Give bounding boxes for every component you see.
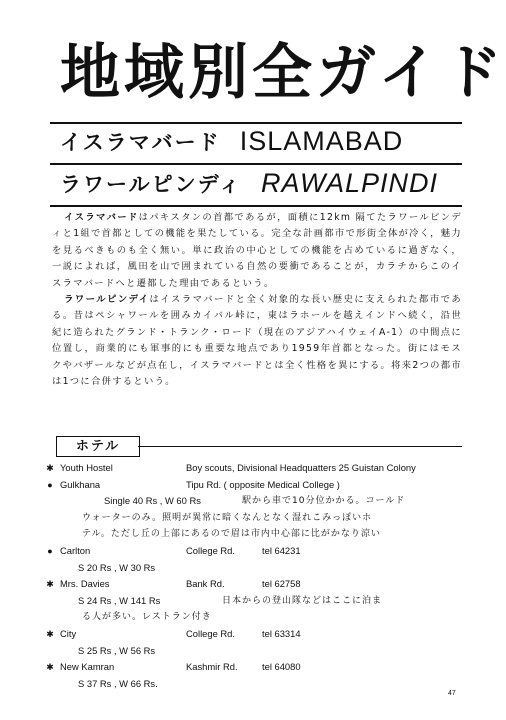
hotel-price-row [46,560,470,577]
hotel-row-carlton [46,543,470,560]
city-name-jp: ラワールピンディ [60,172,242,197]
bullet-icon: ● [47,479,53,490]
city-heading-rawalpindi [60,168,460,204]
hotel-note-row [46,510,470,527]
hotel-note-row [46,609,470,626]
bullet-icon: ✱ [46,579,54,590]
hotel-name: Carlton [60,544,91,556]
bullet-icon: ✱ [46,662,54,673]
hotel-row-mrs-davies [46,576,470,593]
page-title: 地域別全ガイド [60,38,506,108]
page-number: 47 [448,690,456,697]
bullet-icon: ✱ [46,463,54,473]
hotel-address: Tipu Rd. ( opposite Medical College ) [186,478,340,490]
hotel-row-gulkhana [46,477,470,494]
city-heading-islamabad [60,126,460,162]
intro-paragraph-islamabad [52,210,462,292]
hotel-price-row [46,493,470,510]
hotel-name: Mrs. Davies [60,578,110,590]
hotel-note: ウォーターのみ。照明が異常に暗くなんとなく湿れこみっぽいホ [82,512,373,523]
bullet-icon: ✱ [46,628,54,639]
bullet-icon: ● [47,545,53,556]
hotel-row-new-kamran [46,659,470,676]
intro-sentence: はイスラマバードと全く対象的な長い歴史に支えられた都市である。昔はペシャワールを囲みカイバル峠に，東はラホールを越えインドへ続く，沿世紀に造られたグランド・トランク・ロード（現在のアジアハイウェイA-1）の中間点に位置し，商業的にも軍事的にも重要な地点であり1959年首都となった。街にはモスクやバザールなどが点在し，イスラマバードとは全く性格を異にする。将来2つの都市は1つに合併するという。 [52,294,462,388]
hotel-address: College Rd. [186,627,235,639]
hotel-price: Single 40 Rs , W 60 Rs [104,495,201,507]
hotel-tel: tel 64231 [262,544,301,556]
hotel-tel: tel 64080 [262,661,301,673]
title-rule-middle [50,163,462,165]
hotel-note: 駅から車で10分位かかる。コールド [242,496,406,507]
city-name-en: ISLAMABAD [239,126,404,156]
title-rule-bottom [50,205,462,207]
intro-term: イスラマバード [64,212,139,223]
intro-paragraph-rawalpindi [52,292,462,390]
hotel-address: College Rd. [186,544,235,556]
hotel-price: S 37 Rs , W 66 Rs. [78,677,158,689]
hotel-row-city [46,626,470,643]
hotel-row-youth-hostel [46,460,470,477]
hotel-name: Youth Hostel [60,462,113,473]
hotel-tel: tel 62758 [262,578,301,590]
hotel-note-row [46,526,470,543]
hotel-list [46,460,470,692]
hotel-name: City [60,627,77,639]
hotel-note: る人が多い。レストラン付き [82,612,212,623]
intro-term: ラワールピンデイ [64,294,150,306]
hotel-address: Bank Rd. [186,578,225,590]
city-name-en: RAWALPINDI [261,168,439,198]
hotel-price-row [46,593,470,610]
hotel-address: Kashmir Rd. [186,661,238,673]
hotel-price-row [46,676,470,693]
hotel-note: 日本からの登山隊などはここに泊ま [222,595,383,606]
hotel-price: S 20 Rs , W 30 Rs [78,561,156,573]
intro-sentence: はパキスタンの首都であるが，面積に12km 隔てたラワールピンディと1組で首都としての機能を果たしている。完全な計画都市で形街全体が冷く，魅力を見るべきものも全く無い。単に政治の中心としての機能を占めているに過ぎなく，一説によれば，風田を山で囲まれている自然の要衝であることが，カラチからこのイスラマバードへと遷都した理由であるという。 [52,212,462,289]
hotel-price-row [46,643,470,660]
hotel-price: S 24 Rs , W 141 Rs [78,594,161,606]
hotel-name: New Kamran [60,661,115,673]
city-name-jp: イスラマバード [60,130,221,155]
hotel-tel: tel 63314 [262,627,301,639]
intro-text [52,210,462,390]
hotel-price: S 25 Rs , W 56 Rs [78,644,156,656]
hotel-note: テル。ただし丘の上部にあるので眉は市内中心部に比がかなり涼い [82,529,381,540]
hotel-name: Gulkhana [60,478,101,490]
title-rule-top [50,122,462,124]
section-heading-hotels: ホテル [56,436,140,457]
hotel-address: Boy scouts, Divisional Headquatters 25 Guistan Colony [186,462,416,473]
section-rule [138,446,462,447]
